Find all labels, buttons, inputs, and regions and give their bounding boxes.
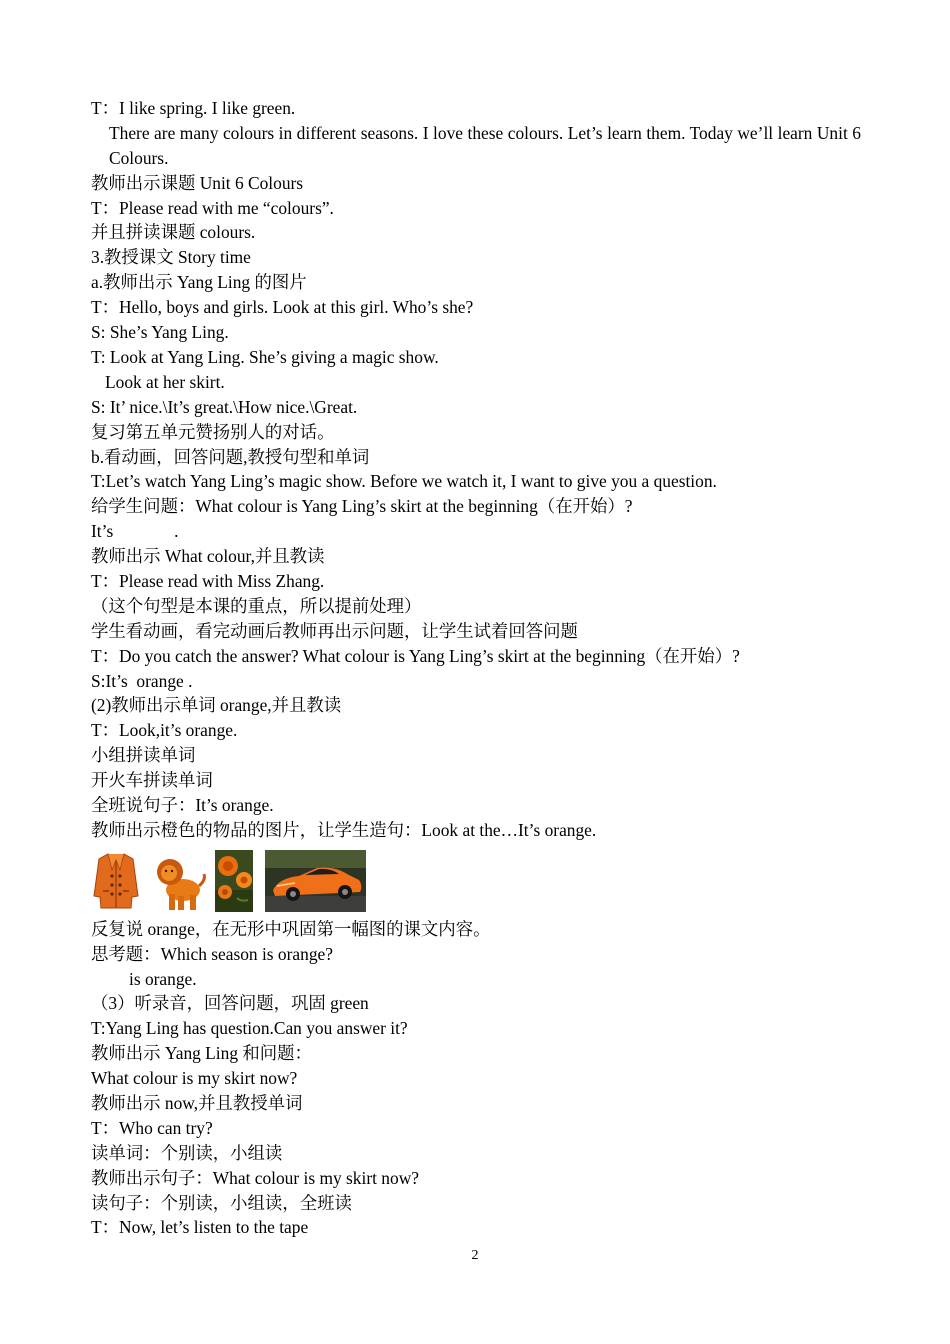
text-line: T:Let’s watch Yang Ling’s magic show. Before we watch it, I want to give you a question.: [91, 471, 717, 492]
text-line: T：Hello, boys and girls. Look at this girl. Who’s she?: [91, 297, 474, 318]
text-line: 全班说句子：It’s orange.: [91, 794, 274, 815]
text-line: 教师出示 now,并且教授单词: [91, 1092, 303, 1113]
text-line: 教师出示 Yang Ling 和问题：: [91, 1043, 312, 1064]
text-line: 教师出示 What colour,并且教读: [91, 546, 325, 567]
text-line: S: She’s Yang Ling.: [91, 322, 229, 343]
text-line: It’s .: [91, 521, 179, 542]
orange-coat-image: [91, 850, 141, 912]
text-line: 思考题：Which season is orange?: [91, 943, 333, 964]
text-line: T：Please read with me “colours”.: [91, 197, 334, 218]
text-line: 学生看动画，看完动画后教师再出示问题，让学生试着回答问题: [91, 620, 578, 641]
text-line: T：Who can try?: [91, 1117, 213, 1138]
page-number: 2: [471, 1248, 479, 1263]
page-content: [91, 96, 861, 1240]
orange-objects-images: [91, 850, 861, 916]
text-line: 给学生问题：What colour is Yang Ling’s skirt at the beginning（在开始）?: [91, 496, 633, 517]
text-line: 教师出示课题 Unit 6 Colours: [91, 172, 304, 193]
text-line: 开火车拼读单词: [91, 770, 213, 791]
text-line: T：Look,it’s orange.: [91, 720, 238, 741]
orange-flowers-image: [215, 850, 253, 912]
text-line: T：Please read with Miss Zhang.: [91, 570, 325, 591]
text-line: 并且拼读课题 colours.: [91, 222, 256, 243]
orange-car-image: [265, 850, 366, 912]
text-line: b.看动画，回答问题,教授句型和单词: [91, 446, 370, 467]
text-line: 读单词：个别读，小组读: [91, 1142, 283, 1163]
text-line: T: Look at Yang Ling. She’s giving a magic show.: [91, 346, 439, 367]
orange-lion-image: [152, 850, 207, 912]
text-line: 复习第五单元赞扬别人的对话。: [91, 421, 335, 442]
section-heading: 3.教授课文 Story time: [91, 247, 251, 268]
text-line: Look at her skirt.: [105, 371, 225, 392]
text-line: a.教师出示 Yang Ling 的图片: [91, 272, 307, 293]
text-line: is orange.: [129, 968, 197, 989]
text-line: What colour is my skirt now?: [91, 1068, 298, 1089]
text-line: T：Now, let’s listen to the tape: [91, 1217, 309, 1238]
text-line: S: It’ nice.\It’s great.\How nice.\Great.: [91, 396, 358, 417]
text-line: （这个句型是本课的重点，所以提前处理）: [91, 595, 422, 616]
text-paragraph: There are many colours in different seasons. I love these colours. Let’s learn them. Today we’ll learn Unit 6 Colours.: [109, 122, 861, 168]
text-line: 读句子：个别读，小组读，全班读: [91, 1192, 352, 1213]
text-line: （3）听录音，回答问题，巩固 green: [91, 993, 369, 1014]
text-line: S:It’s orange .: [91, 670, 193, 691]
text-line: T：I like spring. I like green.: [91, 98, 296, 118]
text-line: (2)教师出示单词 orange,并且教读: [91, 695, 342, 716]
text-line: 反复说 orange，在无形中巩固第一幅图的课文内容。: [91, 918, 491, 939]
text-line: T：Do you catch the answer? What colour is Yang Ling’s skirt at the beginning（在开始）?: [91, 645, 740, 666]
text-line: 小组拼读单词: [91, 745, 196, 766]
text-line: T:Yang Ling has question.Can you answer it?: [91, 1018, 408, 1039]
text-line: 教师出示橙色的物品的图片，让学生造句：Look at the…It’s orange.: [91, 819, 597, 840]
text-line: 教师出示句子：What colour is my skirt now?: [91, 1167, 419, 1188]
